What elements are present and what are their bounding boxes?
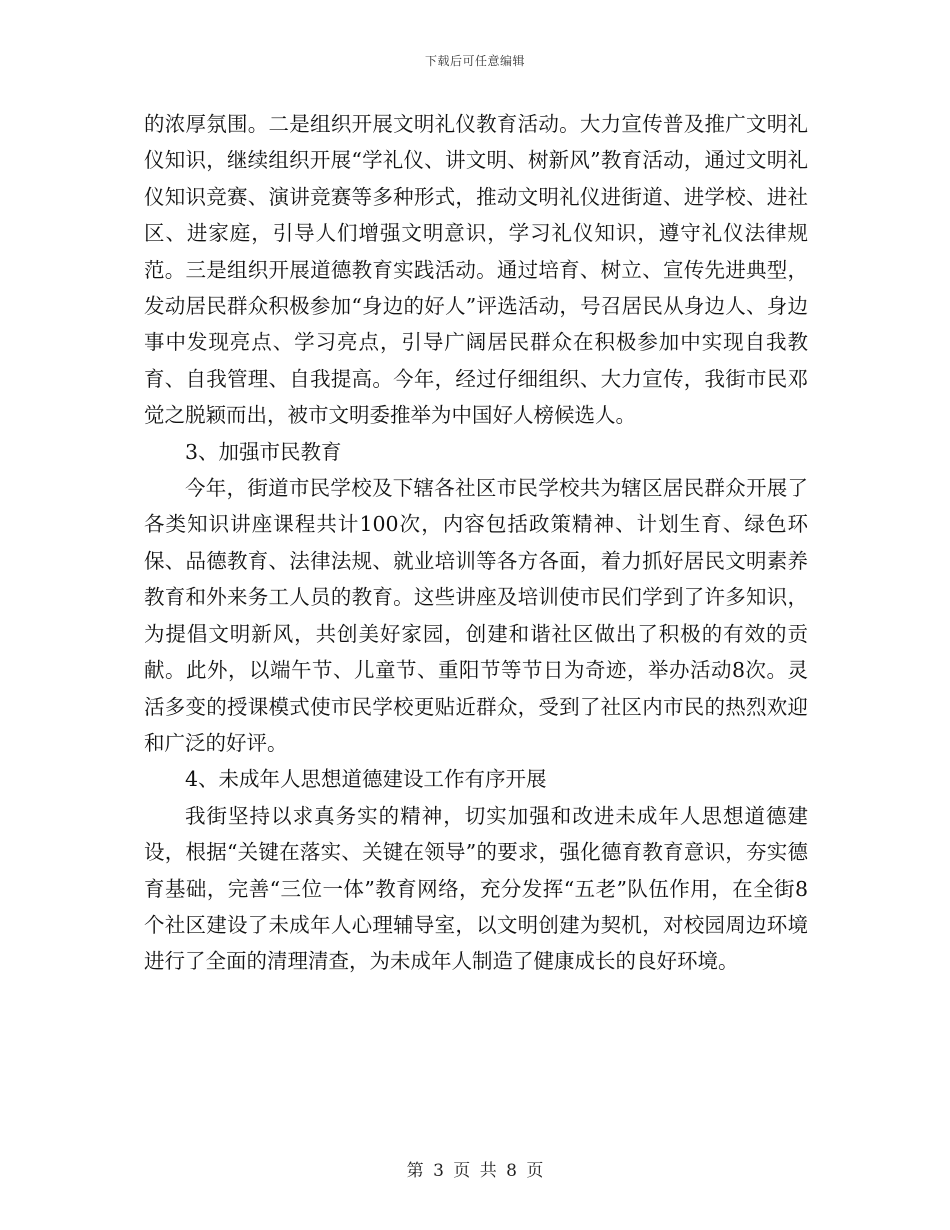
- paragraph-civic-education: 今年，街道市民学校及下辖各社区市民学校共为辖区居民群众开展了各类知识讲座课程共计100次，内容包括政策精神、计划生育、绿色环保、品德教育、法律法规、就业培训等各方各面，着力抓好居民文明素养教育和外来务工人员的教育。这些讲座及培训使市民们学到了许多知识，为提倡文明新风，共创美好家园，创建和谐社区做出了积极的有效的贡献。此外，以端午节、儿童节、重阳节等节日为奇迹，举办活动8次。灵活多变的授课模式使市民学校更贴近群众，受到了社区内市民的热烈欢迎和广泛的好评。: [144, 476, 808, 755]
- page-number: 第 3 页 共 8 页: [406, 1161, 544, 1181]
- section-heading-minors-moral-development: 4、未成年人思想道德建设工作有序开展: [185, 767, 547, 792]
- section-heading-civic-education: 3、加强市民教育: [185, 439, 342, 464]
- page-header: 下载后可任意编辑: [424, 54, 525, 68]
- document-body: [144, 106, 808, 980]
- paragraph-minors-moral-development: 我街坚持以求真务实的精神，切实加强和改进未成年人思想道德建设，根据“关键在落实、关键在领导”的要求，强化德育教育意识，夯实德育基础，完善“三位一体”教育网络，充分发挥“五老”队伍作用，在全街8个社区建设了未成年人心理辅导室，以文明创建为契机，对校园周边环境进行了全面的清理清查，为未成年人制造了健康成长的良好环境。: [144, 803, 808, 974]
- paragraph-continuation: 的浓厚氛围。二是组织开展文明礼仪教育活动。大力宣传普及推广文明礼仪知识，继续组织开展“学礼仪、讲文明、树新风”教育活动，通过文明礼仪知识竞赛、演讲竞赛等多种形式，推动文明礼仪进街道、进学校、进社区、进家庭，引导人们增强文明意识，学习礼仪知识，遵守礼仪法律规范。三是组织开展道德教育实践活动。通过培育、树立、宣传先进典型，发动居民群众积极参加“身边的好人”评选活动，号召居民从身边人、身边事中发现亮点、学习亮点，引导广阔居民群众在积极参加中实现自我教育、自我管理、自我提高。今年，经过仔细组织、大力宣传，我街市民邓觉之脱颖而出，被市文明委推举为中国好人榜候选人。: [144, 112, 808, 428]
